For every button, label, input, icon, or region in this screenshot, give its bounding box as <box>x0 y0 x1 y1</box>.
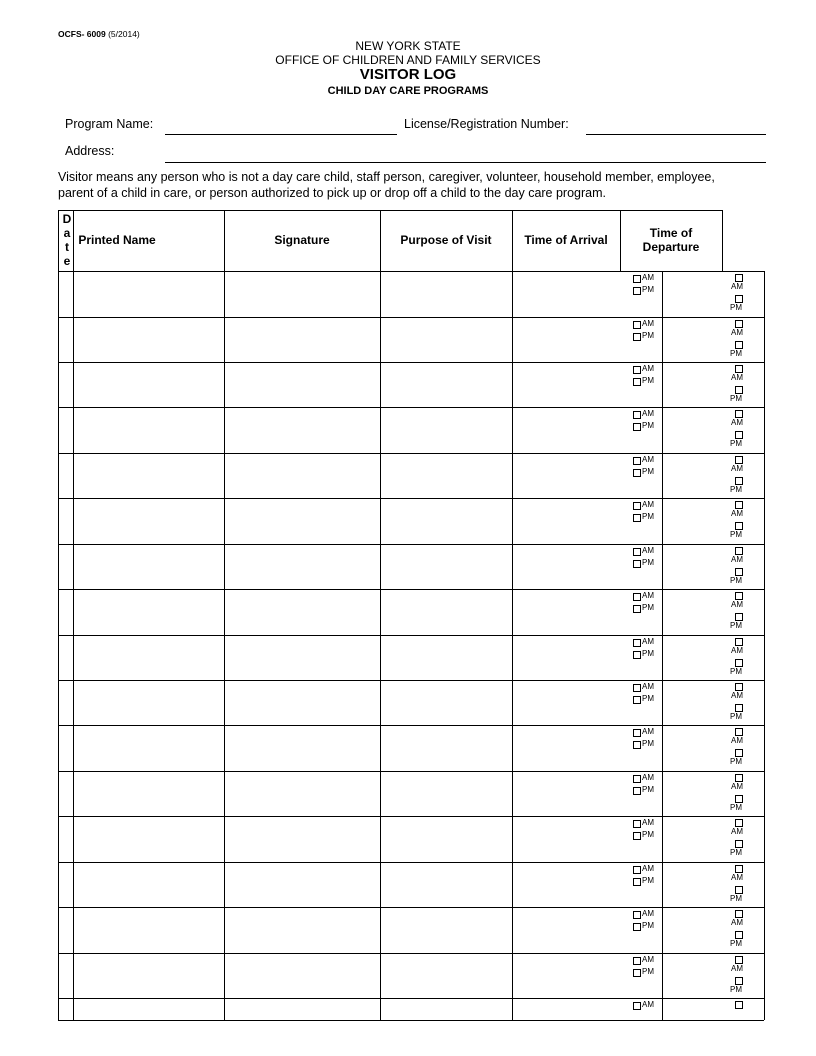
column-divider <box>224 210 225 271</box>
arrival-pm-checkbox[interactable] <box>633 287 641 295</box>
arrival-am-checkbox[interactable] <box>633 411 641 419</box>
departure-pm-checkbox[interactable] <box>735 886 743 894</box>
arrival-am-checkbox[interactable] <box>633 775 641 783</box>
departure-am-checkbox[interactable] <box>735 274 743 282</box>
row-divider <box>58 907 764 908</box>
arrival-pm-label: PM <box>642 512 654 521</box>
departure-pm-checkbox[interactable] <box>735 659 743 667</box>
departure-am-checkbox[interactable] <box>735 638 743 646</box>
arrival-pm-label: PM <box>642 558 654 567</box>
column-divider <box>58 210 59 271</box>
departure-pm-checkbox[interactable] <box>735 704 743 712</box>
departure-am-checkbox[interactable] <box>735 456 743 464</box>
arrival-am-checkbox[interactable] <box>633 1002 641 1010</box>
arrival-am-checkbox[interactable] <box>633 957 641 965</box>
arrival-am-label: AM <box>642 273 654 282</box>
arrival-pm-checkbox[interactable] <box>633 832 641 840</box>
address-label: Address: <box>65 144 115 158</box>
departure-pm-checkbox[interactable] <box>735 431 743 439</box>
arrival-am-checkbox[interactable] <box>633 321 641 329</box>
departure-am-label: AM <box>731 328 743 337</box>
arrival-pm-checkbox[interactable] <box>633 878 641 886</box>
arrival-pm-checkbox[interactable] <box>633 605 641 613</box>
agency-name: OFFICE OF CHILDREN AND FAMILY SERVICES <box>275 53 541 67</box>
arrival-am-checkbox[interactable] <box>633 729 641 737</box>
arrival-pm-label: PM <box>642 421 654 430</box>
departure-pm-label: PM <box>730 757 742 766</box>
arrival-am-checkbox[interactable] <box>633 548 641 556</box>
departure-pm-checkbox[interactable] <box>735 977 743 985</box>
arrival-pm-label: PM <box>642 739 654 748</box>
column-divider <box>722 210 723 271</box>
departure-am-label: AM <box>731 736 743 745</box>
departure-am-checkbox[interactable] <box>735 819 743 827</box>
arrival-am-label: AM <box>642 909 654 918</box>
departure-pm-checkbox[interactable] <box>735 477 743 485</box>
arrival-pm-checkbox[interactable] <box>633 378 641 386</box>
row-divider <box>58 816 764 817</box>
departure-pm-label: PM <box>730 803 742 812</box>
departure-pm-label: PM <box>730 848 742 857</box>
row-divider <box>58 362 764 363</box>
address-field[interactable] <box>165 162 766 163</box>
departure-am-label: AM <box>731 873 743 882</box>
arrival-am-checkbox[interactable] <box>633 684 641 692</box>
departure-am-checkbox[interactable] <box>735 774 743 782</box>
departure-pm-checkbox[interactable] <box>735 931 743 939</box>
arrival-am-checkbox[interactable] <box>633 593 641 601</box>
departure-am-checkbox[interactable] <box>735 501 743 509</box>
printed-name-header: Printed Name <box>78 233 156 247</box>
departure-am-checkbox[interactable] <box>735 728 743 736</box>
arrival-am-checkbox[interactable] <box>633 866 641 874</box>
column-divider <box>764 271 765 1020</box>
row-divider <box>58 725 764 726</box>
arrival-am-label: AM <box>642 591 654 600</box>
departure-pm-checkbox[interactable] <box>735 386 743 394</box>
arrival-am-label: AM <box>642 455 654 464</box>
arrival-pm-checkbox[interactable] <box>633 469 641 477</box>
departure-pm-label: PM <box>730 485 742 494</box>
row-divider <box>58 680 764 681</box>
departure-am-checkbox[interactable] <box>735 910 743 918</box>
arrival-am-checkbox[interactable] <box>633 275 641 283</box>
departure-am-label: AM <box>731 509 743 518</box>
row-divider <box>58 862 764 863</box>
departure-am-checkbox[interactable] <box>735 1001 743 1009</box>
arrival-am-checkbox[interactable] <box>633 820 641 828</box>
page-subtitle: CHILD DAY CARE PROGRAMS <box>327 85 489 97</box>
departure-am-checkbox[interactable] <box>735 320 743 328</box>
departure-am-checkbox[interactable] <box>735 547 743 555</box>
row-divider <box>58 771 764 772</box>
arrival-pm-checkbox[interactable] <box>633 423 641 431</box>
departure-pm-label: PM <box>730 530 742 539</box>
arrival-am-label: AM <box>642 364 654 373</box>
departure-pm-label: PM <box>730 439 742 448</box>
time-of-departure-header: Time of Departure <box>642 226 700 254</box>
departure-pm-label: PM <box>730 394 742 403</box>
arrival-pm-checkbox[interactable] <box>633 651 641 659</box>
agency-header <box>0 39 816 67</box>
column-divider <box>73 210 74 271</box>
arrival-am-label: AM <box>642 319 654 328</box>
departure-pm-label: PM <box>730 303 742 312</box>
definition-line-2: parent of a child in care, or person authorized to pick up or drop off a child to the day care program. <box>58 185 606 200</box>
table-border <box>58 210 722 211</box>
row-divider <box>58 544 764 545</box>
departure-pm-checkbox[interactable] <box>735 522 743 530</box>
arrival-am-label: AM <box>642 546 654 555</box>
departure-am-checkbox[interactable] <box>735 410 743 418</box>
departure-am-label: AM <box>731 464 743 473</box>
signature-header: Signature <box>274 233 330 247</box>
arrival-am-label: AM <box>642 1000 654 1009</box>
departure-am-label: AM <box>731 600 743 609</box>
row-divider <box>58 635 764 636</box>
time-of-arrival-header: Time of Arrival <box>524 233 608 247</box>
arrival-pm-checkbox[interactable] <box>633 333 641 341</box>
row-divider <box>58 498 764 499</box>
arrival-am-label: AM <box>642 818 654 827</box>
row-divider <box>58 953 764 954</box>
row-divider <box>58 407 764 408</box>
row-divider <box>58 589 764 590</box>
column-divider <box>620 210 621 271</box>
departure-am-label: AM <box>731 373 743 382</box>
arrival-am-label: AM <box>642 637 654 646</box>
departure-am-label: AM <box>731 555 743 564</box>
departure-am-label: AM <box>731 282 743 291</box>
departure-pm-label: PM <box>730 621 742 630</box>
arrival-am-checkbox[interactable] <box>633 366 641 374</box>
departure-pm-label: PM <box>730 894 742 903</box>
departure-pm-label: PM <box>730 939 742 948</box>
departure-pm-checkbox[interactable] <box>735 341 743 349</box>
departure-pm-checkbox[interactable] <box>735 295 743 303</box>
departure-pm-checkbox[interactable] <box>735 613 743 621</box>
row-divider <box>58 317 764 318</box>
arrival-am-label: AM <box>642 682 654 691</box>
arrival-pm-label: PM <box>642 467 654 476</box>
departure-am-checkbox[interactable] <box>735 683 743 691</box>
row-divider <box>58 998 764 999</box>
arrival-pm-label: PM <box>642 967 654 976</box>
arrival-pm-label: PM <box>642 285 654 294</box>
arrival-pm-checkbox[interactable] <box>633 696 641 704</box>
departure-pm-label: PM <box>730 712 742 721</box>
date-column-header: D a t e <box>62 212 72 268</box>
license-label: License/Registration Number: <box>404 117 569 131</box>
departure-am-checkbox[interactable] <box>735 365 743 373</box>
departure-am-label: AM <box>731 782 743 791</box>
form-code: OCFS- 6009 (5/2014) <box>58 29 140 39</box>
arrival-am-label: AM <box>642 727 654 736</box>
departure-pm-checkbox[interactable] <box>735 568 743 576</box>
departure-am-label: AM <box>731 964 743 973</box>
page-title: VISITOR LOG <box>359 66 457 83</box>
state-name: NEW YORK STATE <box>355 39 461 53</box>
arrival-pm-label: PM <box>642 785 654 794</box>
arrival-pm-label: PM <box>642 603 654 612</box>
column-divider <box>380 210 381 271</box>
arrival-pm-checkbox[interactable] <box>633 787 641 795</box>
arrival-am-label: AM <box>642 864 654 873</box>
column-divider <box>512 210 513 271</box>
row-divider <box>58 453 764 454</box>
departure-am-label: AM <box>731 646 743 655</box>
arrival-pm-label: PM <box>642 694 654 703</box>
arrival-pm-label: PM <box>642 376 654 385</box>
departure-am-label: AM <box>731 827 743 836</box>
departure-pm-checkbox[interactable] <box>735 749 743 757</box>
departure-am-checkbox[interactable] <box>735 592 743 600</box>
arrival-am-label: AM <box>642 500 654 509</box>
arrival-pm-checkbox[interactable] <box>633 514 641 522</box>
arrival-am-checkbox[interactable] <box>633 639 641 647</box>
departure-pm-label: PM <box>730 985 742 994</box>
program-name-field[interactable] <box>165 134 397 135</box>
license-number-field[interactable] <box>586 134 766 135</box>
arrival-am-checkbox[interactable] <box>633 502 641 510</box>
departure-pm-label: PM <box>730 667 742 676</box>
arrival-pm-checkbox[interactable] <box>633 969 641 977</box>
arrival-pm-label: PM <box>642 331 654 340</box>
row-divider <box>58 271 764 272</box>
program-name-label: Program Name: <box>65 117 154 131</box>
departure-pm-checkbox[interactable] <box>735 840 743 848</box>
arrival-pm-label: PM <box>642 876 654 885</box>
arrival-pm-checkbox[interactable] <box>633 741 641 749</box>
table-border <box>58 1020 764 1021</box>
purpose-of-visit-header: Purpose of Visit <box>400 233 492 247</box>
arrival-am-label: AM <box>642 955 654 964</box>
departure-pm-label: PM <box>730 349 742 358</box>
arrival-pm-label: PM <box>642 649 654 658</box>
departure-am-label: AM <box>731 918 743 927</box>
arrival-am-checkbox[interactable] <box>633 457 641 465</box>
departure-am-checkbox[interactable] <box>735 956 743 964</box>
arrival-pm-label: PM <box>642 830 654 839</box>
departure-am-label: AM <box>731 691 743 700</box>
arrival-pm-label: PM <box>642 921 654 930</box>
departure-pm-checkbox[interactable] <box>735 795 743 803</box>
arrival-pm-checkbox[interactable] <box>633 560 641 568</box>
visitor-definition <box>58 170 762 201</box>
departure-pm-label: PM <box>730 576 742 585</box>
definition-line-1: Visitor means any person who is not a day care child, staff person, caregiver, volunteer, household member, employee, <box>58 170 715 184</box>
arrival-am-label: AM <box>642 773 654 782</box>
arrival-am-label: AM <box>642 409 654 418</box>
departure-am-checkbox[interactable] <box>735 865 743 873</box>
arrival-pm-checkbox[interactable] <box>633 923 641 931</box>
arrival-am-checkbox[interactable] <box>633 911 641 919</box>
departure-am-label: AM <box>731 418 743 427</box>
